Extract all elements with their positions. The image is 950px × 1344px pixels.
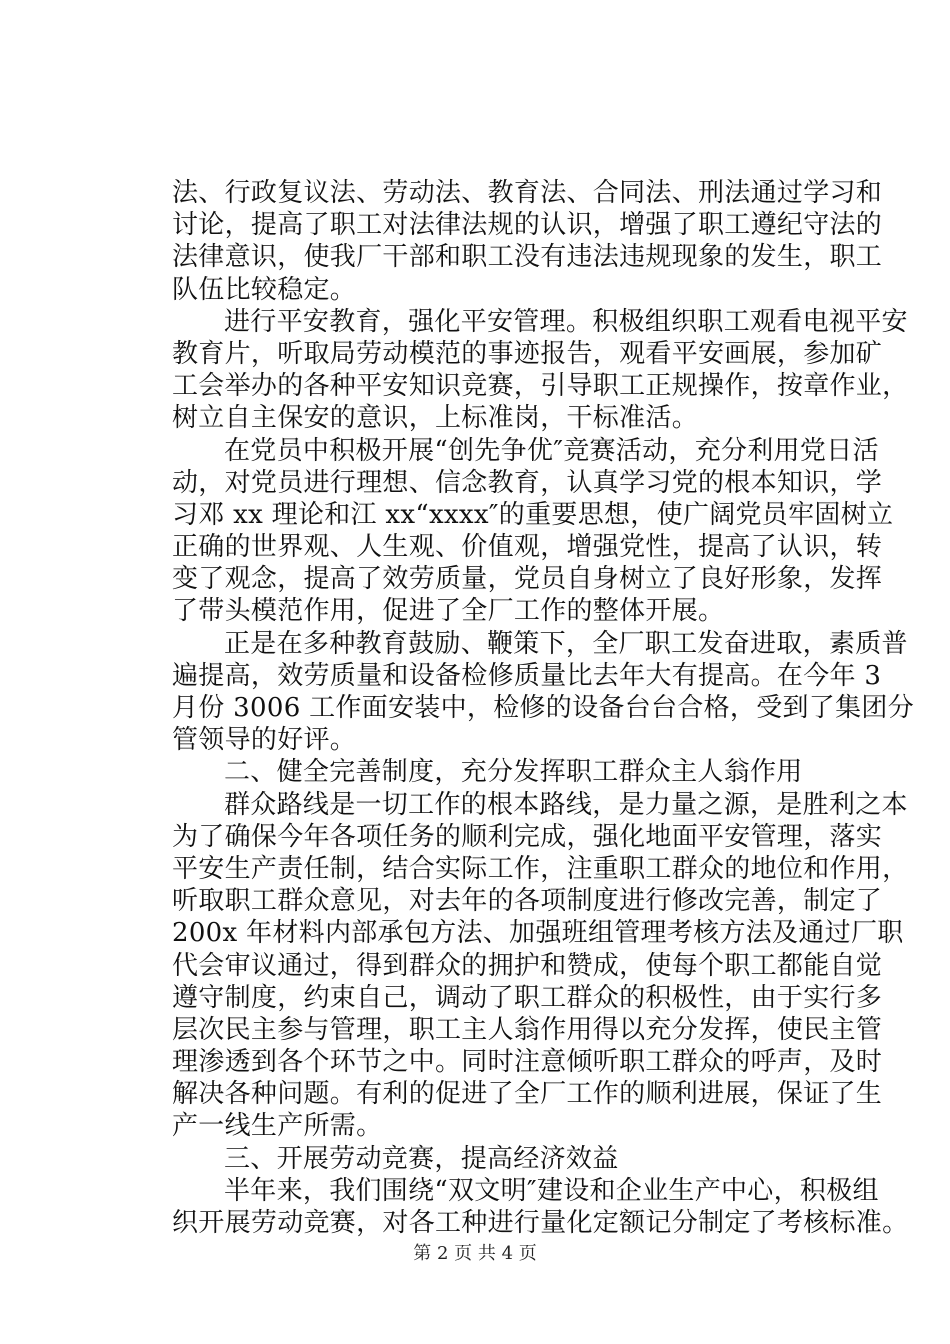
text-line: 听取职工群众意见，对去年的各项制度进行修改完善，制定了 [172, 886, 883, 917]
text-line: 200x 年材料内部承包方法、加强班组管理考核方法及通过厂职 [172, 918, 904, 949]
document-body [172, 177, 914, 1239]
text-line: 在党员中积极开展“创先争优″竞赛活动，充分利用党日活 [224, 435, 879, 466]
text-line: 遍提高，效劳质量和设备检修质量比去年大有提高。在今年 3 [172, 660, 882, 691]
text-line: 了带头模范作用，促进了全厂工作的整体开展。 [172, 596, 725, 627]
text-line: 平安生产责任制，结合实际工作，注重职工群众的地位和作用， [172, 853, 909, 884]
text-line: 讨论，提高了职工对法律法规的认识，增强了职工遵纪守法的 [172, 210, 883, 241]
text-line: 法、行政复议法、劳动法、教育法、合同法、刑法通过学习和 [172, 178, 883, 208]
text-line: 二、健全完善制度，充分发挥职工群众主人翁作用 [224, 757, 803, 788]
text-line: 产一线生产所需。 [172, 1111, 383, 1142]
text-line: 半年来，我们围绕“双文明″建设和企业生产中心，积极组 [224, 1175, 879, 1206]
text-line: 织开展劳动竞赛，对各工种进行量化定额记分制定了考核标准。 [172, 1208, 909, 1238]
text-line: 管领导的好评。 [172, 725, 357, 756]
text-line: 工会举办的各种平安知识竞赛，引导职工正规操作，按章作业， [172, 371, 909, 402]
text-line: 习邓 xx 理论和江 xx“xxxx″的重要思想，使广阔党员牢固树立 [172, 499, 894, 530]
text-line: 队伍比较稳定。 [172, 274, 357, 305]
text-line: 解决各种问题。有利的促进了全厂工作的顺利进展，保证了生 [172, 1079, 883, 1110]
text-line: 群众路线是一切工作的根本路线，是力量之源，是胜利之本 [224, 789, 908, 820]
text-line: 三、开展劳动竞赛，提高经济效益 [224, 1143, 619, 1174]
text-line: 月份 3006 工作面安装中，检修的设备台台合格，受到了集团分 [172, 693, 914, 723]
text-line: 教育片，听取局劳动模范的事迹报告，观看平安画展，参加矿 [172, 338, 883, 369]
text-line: 遵守制度，约束自己，调动了职工群众的积极性，由于实行多 [172, 982, 883, 1013]
text-line: 动，对党员进行理想、信念教育，认真学习党的根本知识，学 [172, 467, 883, 498]
text-line: 法律意识，使我厂干部和职工没有违法违规现象的发生，职工 [172, 242, 883, 273]
text-line: 正确的世界观、人生观、价值观，增强党性，提高了认识，转 [172, 532, 883, 563]
text-line: 为了确保今年各项任务的顺利完成，强化地面平安管理，落实 [172, 821, 883, 852]
text-line: 树立自主保安的意识，上标准岗，干标准活。 [172, 403, 699, 434]
page-footer: 第 2 页 共 4 页 [413, 1243, 537, 1264]
text-line: 正是在多种教育鼓励、鞭策下，全厂职工发奋进取，素质普 [224, 628, 908, 659]
text-line: 层次民主参与管理，职工主人翁作用得以充分发挥，使民主管 [172, 1014, 883, 1045]
text-line: 变了观念，提高了效劳质量，党员自身树立了良好形象，发挥 [172, 564, 883, 595]
text-line: 进行平安教育，强化平安管理。积极组织职工观看电视平安 [224, 306, 908, 337]
text-line: 代会审议通过，得到群众的拥护和赞成，使每个职工都能自觉 [172, 950, 883, 981]
text-line: 理渗透到各个环节之中。同时注意倾听职工群众的呼声，及时 [172, 1047, 883, 1078]
